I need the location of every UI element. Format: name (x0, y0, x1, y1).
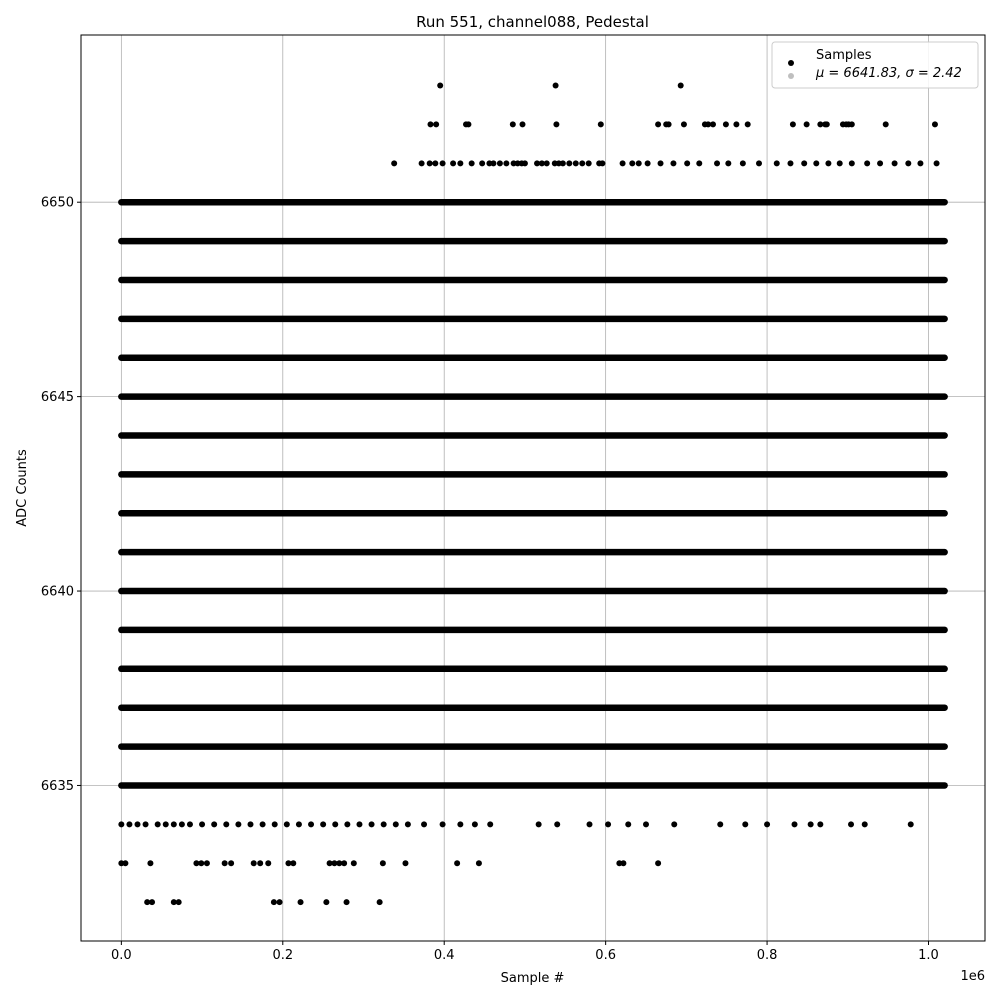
data-point (725, 160, 731, 166)
data-point (380, 860, 386, 866)
data-point (277, 899, 283, 905)
data-point (837, 160, 843, 166)
grid-lines (81, 35, 985, 941)
data-point (432, 160, 438, 166)
data-point (479, 160, 485, 166)
data-point (122, 860, 128, 866)
data-point (620, 160, 626, 166)
data-point (510, 121, 516, 127)
data-point (391, 160, 397, 166)
data-point (465, 121, 471, 127)
data-point (586, 160, 592, 166)
y-tick-label: 6635 (40, 778, 74, 794)
data-point (655, 121, 661, 127)
x-tick-label: 0.4 (433, 948, 455, 963)
x-axis-offset-label: 1e6 (960, 969, 985, 984)
data-point (450, 160, 456, 166)
data-point (332, 821, 338, 827)
data-point (235, 821, 241, 827)
data-point (260, 821, 266, 827)
data-point (308, 821, 314, 827)
legend-box (772, 42, 978, 88)
data-point (199, 821, 205, 827)
legend-label-samples: Samples (816, 48, 872, 63)
data-point (135, 821, 141, 827)
data-point (356, 821, 362, 827)
data-point (717, 821, 723, 827)
data-point (629, 160, 635, 166)
data-point (222, 860, 228, 866)
data-point (553, 121, 559, 127)
data-point (503, 160, 509, 166)
data-point (714, 160, 720, 166)
data-point (522, 160, 528, 166)
data-point (849, 160, 855, 166)
data-point (587, 821, 593, 827)
data-point (877, 160, 883, 166)
data-point (792, 821, 798, 827)
data-point (553, 83, 559, 89)
data-point (272, 821, 278, 827)
data-point (905, 160, 911, 166)
data-points (118, 83, 944, 906)
data-point (554, 821, 560, 827)
data-point (620, 860, 626, 866)
legend-marker-samples (788, 60, 794, 66)
data-point (808, 821, 814, 827)
data-point (817, 821, 823, 827)
y-tick-label: 6645 (40, 390, 74, 406)
data-point (454, 860, 460, 866)
data-point (696, 160, 702, 166)
data-point (351, 860, 357, 866)
x-tick-label: 0.0 (111, 948, 132, 963)
data-point (645, 160, 651, 166)
data-point (643, 821, 649, 827)
data-point (598, 121, 604, 127)
data-point (251, 860, 257, 866)
data-point (440, 160, 446, 166)
data-point (787, 160, 793, 166)
legend-label-stats: μ = 6641.83, σ = 2.42 (816, 66, 962, 81)
data-point (774, 160, 780, 166)
data-point (323, 899, 329, 905)
data-point (497, 160, 503, 166)
data-point (625, 821, 631, 827)
data-point (813, 160, 819, 166)
data-point (490, 160, 496, 166)
data-point (320, 821, 326, 827)
data-point (536, 821, 542, 827)
data-point (756, 160, 762, 166)
data-point (636, 160, 642, 166)
y-tick-label: 6640 (40, 584, 74, 600)
data-point (427, 160, 433, 166)
data-point (678, 83, 684, 89)
data-point (147, 860, 153, 866)
data-point (187, 821, 193, 827)
data-point (764, 821, 770, 827)
data-point (671, 821, 677, 827)
x-tick-label: 0.6 (595, 948, 616, 963)
data-point (377, 899, 383, 905)
data-point (433, 121, 439, 127)
data-point (723, 121, 729, 127)
data-point (883, 121, 889, 127)
data-point (932, 121, 938, 127)
data-point (290, 860, 296, 866)
data-point (341, 860, 347, 866)
data-point (296, 821, 302, 827)
data-point (176, 899, 182, 905)
data-point (681, 121, 687, 127)
y-tick-label: 6650 (40, 195, 74, 211)
data-point (917, 160, 923, 166)
data-point (934, 160, 940, 166)
data-point (198, 860, 204, 866)
data-point (257, 860, 263, 866)
data-point (908, 821, 914, 827)
data-point (804, 121, 810, 127)
x-axis-label: Sample # (500, 971, 565, 986)
data-point (560, 160, 566, 166)
data-point (476, 860, 482, 866)
x-tick-label: 0.2 (272, 948, 294, 963)
data-point (419, 160, 425, 166)
y-axis-label: ADC Counts (15, 449, 30, 527)
data-point (298, 899, 304, 905)
data-point (126, 821, 132, 827)
data-point (265, 860, 271, 866)
data-point (599, 160, 605, 166)
data-point (369, 821, 375, 827)
data-point (825, 160, 831, 166)
data-point (658, 160, 664, 166)
data-point (228, 860, 234, 866)
data-point (666, 121, 672, 127)
data-point (892, 160, 898, 166)
data-point (864, 160, 870, 166)
legend-marker-stats (788, 73, 794, 79)
data-point (469, 160, 475, 166)
data-point (171, 821, 177, 827)
data-point (790, 121, 796, 127)
data-point (457, 821, 463, 827)
data-point (271, 899, 277, 905)
data-point (421, 821, 427, 827)
data-point (344, 899, 350, 905)
x-tick-label: 0.8 (756, 948, 778, 963)
data-point (566, 160, 572, 166)
axes (41, 196, 939, 963)
data-point (427, 121, 433, 127)
data-point (801, 160, 807, 166)
data-point (405, 821, 411, 827)
data-point (211, 821, 217, 827)
data-point (248, 821, 254, 827)
data-point (437, 83, 443, 89)
chart-title: Run 551, channel088, Pedestal (416, 13, 649, 31)
data-point (487, 821, 493, 827)
data-point (393, 821, 399, 827)
data-point (457, 160, 463, 166)
data-point (740, 160, 746, 166)
data-point (118, 821, 124, 827)
data-point (520, 121, 526, 127)
data-point (579, 160, 585, 166)
data-point (733, 121, 739, 127)
data-point (143, 821, 149, 827)
data-point (381, 821, 387, 827)
data-point (742, 821, 748, 827)
data-point (670, 160, 676, 166)
x-tick-label: 1.0 (918, 948, 939, 963)
data-point (223, 821, 229, 827)
legend (772, 42, 978, 88)
data-point (862, 821, 868, 827)
data-point (402, 860, 408, 866)
data-point (824, 121, 830, 127)
data-point (179, 821, 185, 827)
data-point (605, 821, 611, 827)
data-point (745, 121, 751, 127)
data-point (710, 121, 716, 127)
data-point (655, 860, 661, 866)
plot-frame (81, 35, 985, 941)
data-point (284, 821, 290, 827)
data-point (472, 821, 478, 827)
data-point (544, 160, 550, 166)
data-point (573, 160, 579, 166)
data-point (149, 899, 155, 905)
data-point (344, 821, 350, 827)
data-point (440, 821, 446, 827)
data-point (684, 160, 690, 166)
data-point (155, 821, 161, 827)
data-point (849, 121, 855, 127)
data-point (204, 860, 210, 866)
data-point (848, 821, 854, 827)
data-point (163, 821, 169, 827)
